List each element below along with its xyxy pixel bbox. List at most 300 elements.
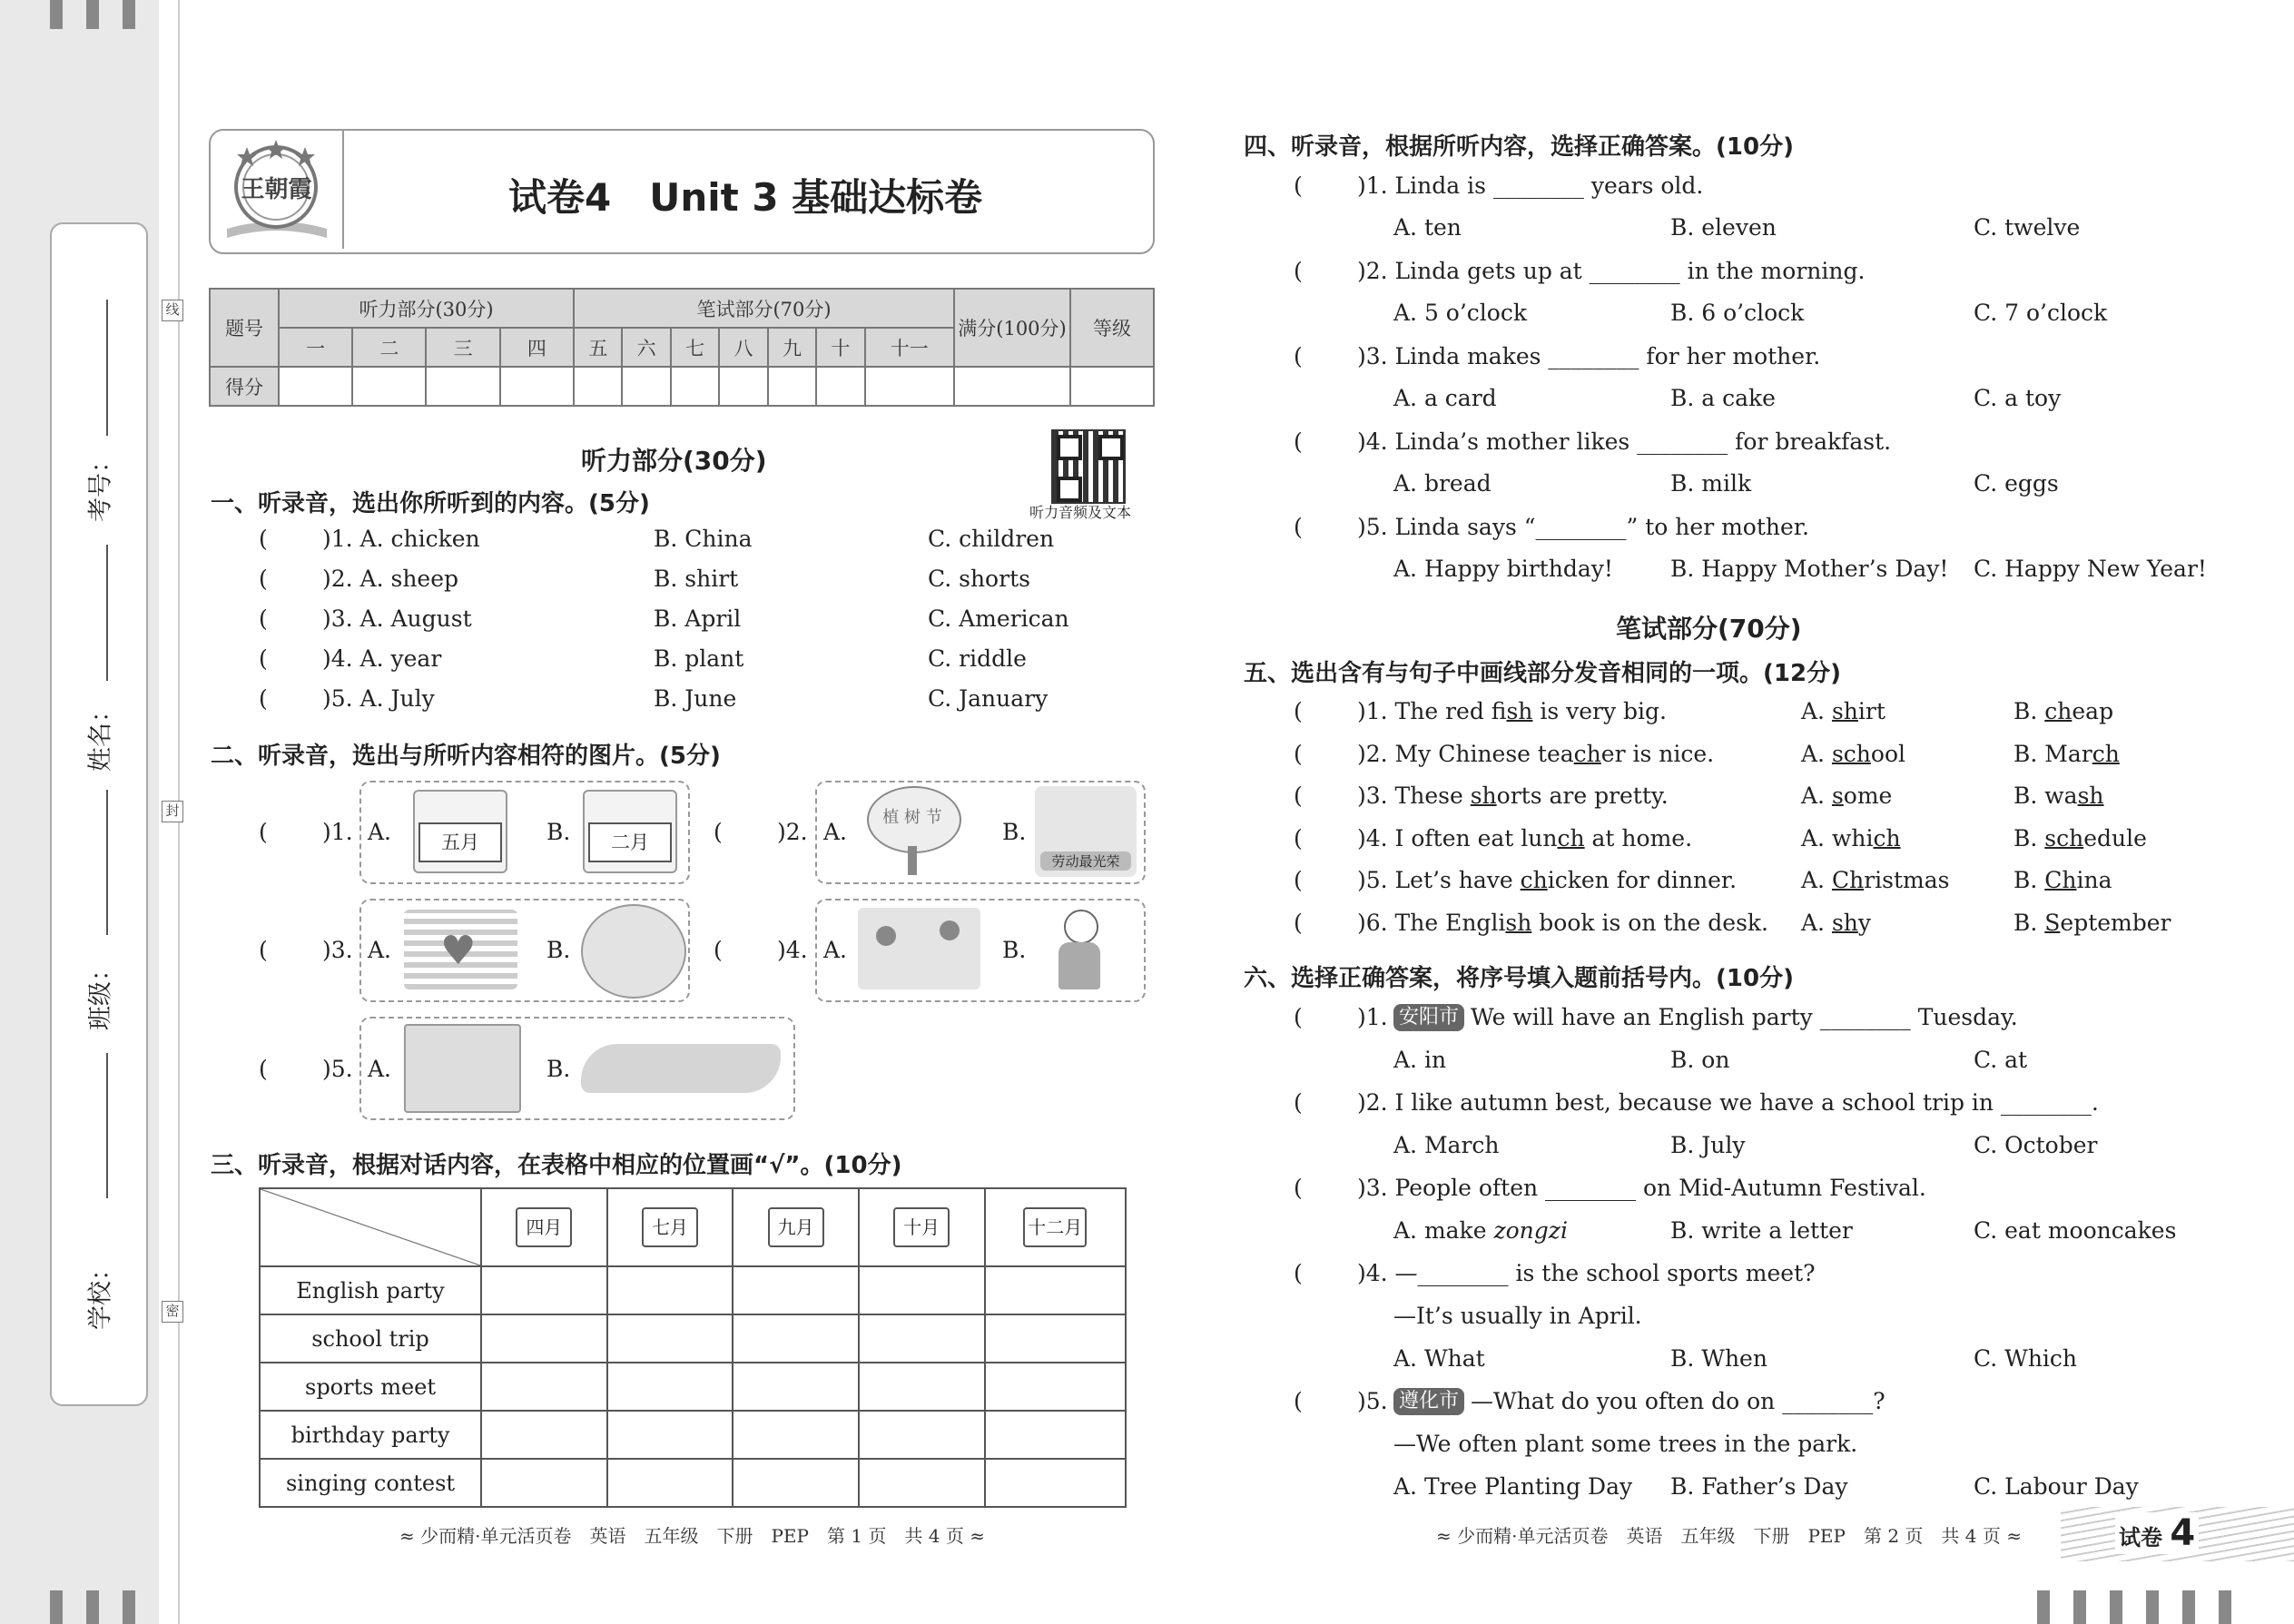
score-input-cell[interactable] — [426, 367, 499, 406]
part4-option-c: C. a toy — [1974, 385, 2062, 411]
sentence-text: )6. The Engli — [1357, 909, 1506, 936]
listening-heading: 听力部分(30分) — [581, 446, 767, 476]
part4-question: )3. Linda makes ________ for her mother. — [1357, 343, 1821, 369]
sentence-text: )1. The red f — [1357, 698, 1507, 724]
registration-mark — [50, 0, 63, 29]
part5-sentence — [1357, 698, 1667, 724]
sentence-text: B. wa — [2013, 782, 2078, 809]
underlined-sound: ch — [1520, 867, 1548, 893]
part5-option-b — [2013, 910, 2171, 936]
part6-q3-c: C. eat mooncakes — [1974, 1217, 2177, 1244]
registration-mark — [86, 1590, 99, 1624]
answer-paren: ( — [1294, 1260, 1303, 1286]
school-line — [106, 1053, 108, 1198]
sentence-text: )4. I often eat lun — [1357, 824, 1558, 851]
grid-check-cell[interactable] — [481, 1459, 607, 1507]
grid-check-cell[interactable] — [481, 1411, 607, 1459]
score-input-cell[interactable] — [816, 367, 864, 406]
answer-paren: ( — [1294, 1388, 1303, 1414]
part1-q5-c: C. January — [928, 685, 1049, 712]
underlined-sound: ch — [2092, 740, 2120, 767]
part1-q-paren: ( — [259, 685, 268, 712]
part2-q2: )2. — [777, 819, 808, 845]
sentence-text: A. whi — [1801, 824, 1874, 851]
grid-check-cell[interactable] — [607, 1266, 733, 1314]
grid-check-cell[interactable] — [985, 1363, 1127, 1411]
grid-check-cell[interactable] — [859, 1411, 985, 1459]
sentence-text: A. — [1801, 782, 1832, 809]
exam-number-label: 考号： — [86, 448, 115, 522]
part4-option-a: A. bread — [1393, 470, 1492, 497]
sentence-text: B. — [2013, 867, 2045, 893]
grid-check-cell[interactable] — [733, 1363, 859, 1411]
part5-option-a — [1801, 910, 1871, 936]
part6-title: 六、选择正确答案，将序号填入题前括号内。(10分) — [1244, 965, 1794, 992]
dragon-boat-icon[interactable] — [581, 1044, 781, 1093]
sentence-text: )5. Let’s have — [1357, 867, 1521, 893]
part5-option-a — [1801, 741, 1905, 767]
sentence-text: irt — [1857, 698, 1885, 724]
score-input-cell[interactable] — [865, 367, 954, 406]
score-input-cell[interactable] — [671, 367, 719, 406]
school-label: 学校： — [86, 1256, 115, 1330]
logo-text: 王朝霞 — [241, 176, 312, 203]
part1-q4: )4. A. year — [322, 645, 442, 672]
calendar-september: 九月 — [768, 1207, 824, 1247]
option-italic-text: zongzi — [1493, 1217, 1568, 1244]
score-num-cell: 九 — [768, 328, 816, 367]
underlined-sound: Ch — [2044, 867, 2077, 893]
underlined-sound: ch — [1873, 824, 1901, 851]
part5-sentence — [1357, 867, 1737, 893]
answer-paren: ( — [1294, 740, 1303, 767]
part2-q3: )3. — [322, 937, 353, 963]
score-header-cell: 笔试部分(70分) — [574, 289, 954, 328]
score-input-cell[interactable] — [622, 367, 670, 406]
sentence-text: book is on the desk. — [1531, 909, 1768, 936]
grid-corner-cell — [260, 1188, 481, 1266]
answer-paren: ( — [1294, 428, 1303, 455]
grid-check-cell[interactable] — [733, 1266, 859, 1314]
sentence-text: B. — [2013, 824, 2045, 851]
grid-check-cell[interactable] — [985, 1266, 1127, 1314]
class-line — [106, 790, 108, 935]
score-header-cell: 满分(100分) — [954, 289, 1070, 367]
part1-q4-b: B. plant — [654, 645, 744, 672]
part2-q4: )4. — [777, 937, 808, 963]
calendar-feb-icon[interactable] — [583, 790, 677, 873]
underlined-sound: s — [1831, 782, 1844, 809]
part1-q3: )3. A. August — [322, 605, 472, 632]
score-input-cell[interactable] — [279, 367, 352, 406]
part4-question: )2. Linda gets up at ________ in the morning. — [1357, 258, 1866, 284]
part4-option-a: A. 5 o’clock — [1393, 300, 1527, 326]
paper-tag-label — [2115, 1512, 2199, 1554]
part6-q4-c: C. Which — [1974, 1345, 2078, 1372]
score-num-cell: 八 — [719, 328, 767, 367]
answer-paren: ( — [1294, 1175, 1303, 1201]
part5-option-b — [2013, 825, 2147, 851]
sentence-text: y — [1857, 909, 1872, 936]
option-b-label: B. — [546, 1056, 571, 1082]
score-num-cell: 三 — [426, 328, 499, 367]
grid-check-cell[interactable] — [481, 1266, 607, 1314]
part4-option-c: C. eggs — [1974, 470, 2059, 497]
answer-paren: ( — [1294, 698, 1303, 724]
underlined-sound: S — [2044, 909, 2061, 936]
score-num-cell: 四 — [500, 328, 574, 367]
sentence-text: ina — [2076, 867, 2112, 893]
part1-q2-c: C. shorts — [928, 566, 1030, 592]
underlined-sound: sh — [1505, 909, 1532, 936]
part3-title: 三、听录音，根据对话内容，在表格中相应的位置画“√”。(10分) — [211, 1152, 902, 1179]
part5-option-b — [2013, 698, 2113, 724]
option-b-label: B. — [1002, 819, 1027, 845]
paper-tag-text: 试卷 — [2119, 1525, 2162, 1550]
part4-option-c: C. Happy New Year! — [1974, 556, 2207, 582]
grid-check-cell[interactable] — [607, 1314, 733, 1363]
part2-title: 二、听录音，选出与所听内容相符的图片。(5分) — [211, 743, 721, 770]
sentence-text: eptember — [2060, 909, 2171, 936]
tree-planting-icon[interactable] — [862, 786, 962, 877]
score-header-cell: 等级 — [1070, 289, 1154, 367]
grid-check-cell[interactable] — [985, 1459, 1127, 1507]
sentence-text: icken for dinner. — [1547, 867, 1738, 893]
answer-paren: ( — [1294, 258, 1303, 284]
region-badge — [1393, 1002, 1464, 1031]
option-a-label: A. — [368, 1056, 392, 1082]
part1-q-paren: ( — [259, 605, 268, 632]
labour-banner-text: 劳动最光荣 — [1040, 851, 1131, 871]
part4-question: )4. Linda’s mother likes ________ for breakfast. — [1357, 428, 1892, 455]
grid-check-cell[interactable] — [985, 1411, 1127, 1459]
sentence-text: )2. My Chinese tea — [1357, 740, 1574, 767]
part1-title: 一、听录音，选出你所听到的内容。(5分) — [211, 490, 650, 517]
grid-check-cell[interactable] — [481, 1314, 607, 1363]
grid-check-cell[interactable] — [859, 1266, 985, 1314]
score-input-cell[interactable] — [352, 367, 426, 406]
part6-q4-a: A. What — [1393, 1345, 1485, 1372]
sentence-text: er is nice. — [1600, 740, 1715, 767]
part5-title: 五、选出含有与句子中画线部分发音相同的一项。(12分) — [1244, 660, 1841, 687]
seal-line-char: 线 — [162, 300, 183, 321]
option-a-label: A. — [368, 937, 392, 963]
score-header-cell: 题号 — [210, 289, 279, 367]
part6-q4-text2: —It’s usually in April. — [1393, 1303, 1642, 1329]
score-num-cell: 十 — [816, 328, 864, 367]
registration-mark — [50, 1590, 63, 1624]
part5-sentence — [1357, 910, 1768, 936]
seal-dense-char: 密 — [162, 1301, 183, 1323]
part6-q3-text: )3. People often ________ on Mid-Autumn Festival. — [1357, 1175, 1926, 1201]
part5-option-b — [2013, 741, 2120, 767]
part4-option-b: B. milk — [1670, 470, 1752, 497]
part6-q5-text2: —We often plant some trees in the park. — [1393, 1431, 1858, 1457]
score-input-cell[interactable] — [768, 367, 816, 406]
part4-option-b: B. 6 o’clock — [1670, 300, 1805, 326]
score-num-cell: 二 — [352, 328, 426, 367]
part2-q1: )1. — [322, 819, 353, 845]
sentence-text: B. — [2013, 909, 2045, 936]
grid-check-cell[interactable] — [859, 1363, 985, 1411]
part6-q1-a: A. in — [1393, 1047, 1447, 1073]
part6-q4-text: )4. —________ is the school sports meet? — [1357, 1260, 1816, 1286]
option-a-label: A. — [823, 937, 848, 963]
underlined-sound: ch — [1557, 824, 1585, 851]
grid-check-cell[interactable] — [985, 1314, 1127, 1363]
part6-q2-a: A. March — [1393, 1132, 1500, 1158]
registration-mark — [123, 0, 135, 29]
tree-sign-text: 植 树 节 — [882, 808, 942, 827]
grid-check-cell[interactable] — [481, 1363, 607, 1411]
grid-check-cell[interactable] — [859, 1459, 985, 1507]
part4-option-b: B. Happy Mother’s Day! — [1670, 556, 1949, 582]
sentence-text: orts are pretty. — [1496, 782, 1669, 809]
part4-option-b: B. eleven — [1670, 214, 1777, 241]
part1-q5: )5. A. July — [322, 685, 435, 712]
part2-paren: ( — [259, 819, 268, 845]
grid-check-cell[interactable] — [607, 1363, 733, 1411]
sentence-text: A. — [1801, 867, 1832, 893]
sentence-text: eap — [2072, 698, 2114, 724]
sentence-text: ristmas — [1864, 867, 1950, 893]
seal-seal-char: 封 — [162, 801, 183, 822]
grid-row-label: birthday party — [260, 1411, 481, 1459]
part1-q3-c: C. American — [928, 605, 1069, 632]
option-b-label: B. — [546, 937, 571, 963]
calendar-text: 二月 — [588, 822, 672, 862]
underlined-sound: sch — [1831, 740, 1871, 767]
registration-mark — [2110, 1590, 2122, 1624]
answer-paren: ( — [1294, 782, 1303, 809]
part1-q4-c: C. riddle — [928, 645, 1027, 672]
answer-paren: ( — [1294, 909, 1303, 936]
calendar-text: 五月 — [418, 822, 502, 862]
underlined-sound: ch — [1573, 740, 1601, 767]
registration-mark — [2219, 1590, 2231, 1624]
mothers-day-heart-icon[interactable]: ♥ — [404, 910, 517, 989]
written-heading: 笔试部分(70分) — [1616, 614, 1802, 644]
region-badge-text: 安阳市 — [1393, 1004, 1464, 1031]
part6-q1-text: We will have an English party ________ Tuesday. — [1471, 1004, 2018, 1030]
part4-option-c: C. twelve — [1974, 214, 2081, 241]
part5-option-a — [1801, 825, 1901, 851]
part2-paren: ( — [714, 937, 723, 963]
part6-q5-b: B. Father’s Day — [1670, 1473, 1848, 1500]
underlined-sound: sh — [2077, 782, 2104, 809]
part6-q5-c: C. Labour Day — [1974, 1473, 2139, 1500]
option-text: A. make — [1393, 1217, 1494, 1244]
answer-paren: ( — [1294, 824, 1303, 851]
answer-paren: ( — [1294, 514, 1303, 540]
part1-q2: )2. A. sheep — [322, 566, 459, 592]
sentence-text: A. — [1801, 909, 1832, 936]
score-num-cell: 七 — [671, 328, 719, 367]
sentence-text: at home. — [1584, 824, 1693, 851]
answer-paren: ( — [1294, 343, 1303, 369]
part1-q-paren: ( — [259, 526, 268, 552]
score-num-cell: 一 — [279, 328, 352, 367]
score-input-cell[interactable] — [719, 367, 767, 406]
answer-paren: ( — [1294, 867, 1303, 893]
part5-option-a — [1801, 867, 1949, 893]
grid-check-cell[interactable] — [733, 1411, 859, 1459]
part6-q1-b: B. on — [1670, 1047, 1730, 1073]
sentence-text: edule — [2083, 824, 2147, 851]
sentence-text: ome — [1843, 782, 1893, 809]
grid-row-label: English party — [260, 1266, 481, 1314]
part6-q3-a — [1393, 1217, 1568, 1244]
part4-option-a: A. a card — [1393, 385, 1497, 411]
grid-row-label: sports meet — [260, 1363, 481, 1411]
sentence-text: A. — [1801, 740, 1832, 767]
part6-q5-num: )5. — [1357, 1388, 1388, 1414]
underlined-sound: ish — [1506, 698, 1533, 724]
part1-q1-c: C. children — [928, 526, 1055, 552]
underlined-sound: sch — [2044, 824, 2084, 851]
part6-q1-c: C. at — [1974, 1047, 2028, 1073]
grid-check-cell[interactable] — [859, 1314, 985, 1363]
score-input-cell[interactable] — [500, 367, 574, 406]
exam-number-line — [106, 300, 108, 436]
part1-q2-b: B. shirt — [654, 566, 739, 592]
part6-q2-c: C. October — [1974, 1132, 2098, 1158]
qr-caption: 听力音频及文本 — [1029, 504, 1132, 521]
part2-paren: ( — [714, 819, 723, 845]
part1-q1-b: B. China — [654, 526, 753, 552]
part5-sentence — [1357, 782, 1669, 809]
option-b-label: B. — [1002, 937, 1027, 963]
grid-month-cell — [733, 1188, 859, 1266]
region-badge — [1393, 1386, 1464, 1415]
part4-option-a: A. ten — [1393, 214, 1462, 241]
sentence-text: is very big. — [1532, 698, 1667, 724]
part6-q3-b: B. write a letter — [1670, 1217, 1853, 1244]
calendar-december: 十二月 — [1023, 1207, 1087, 1247]
option-a-label: A. — [368, 819, 392, 845]
answer-paren: ( — [1294, 1004, 1303, 1030]
sports-race-icon[interactable] — [858, 908, 980, 989]
part6-q4-b: B. When — [1670, 1345, 1767, 1372]
registration-mark — [123, 1590, 135, 1624]
name-label: 姓名： — [86, 698, 115, 772]
grid-month-cell — [607, 1188, 733, 1266]
score-num-cell: 五 — [574, 328, 622, 367]
registration-mark — [86, 0, 99, 29]
score-input-cell[interactable] — [574, 367, 622, 406]
class-label: 班级： — [86, 957, 115, 1030]
grid-month-cell — [859, 1188, 985, 1266]
part2-q5: )5. — [322, 1056, 353, 1082]
grid-check-cell[interactable] — [607, 1411, 733, 1459]
score-input-cell[interactable] — [954, 367, 1070, 406]
answer-paren: ( — [1294, 172, 1303, 199]
registration-mark — [2073, 1590, 2086, 1624]
sentence-text: A. — [1801, 698, 1832, 724]
part4-question: )1. Linda is ________ years old. — [1357, 172, 1704, 199]
part6-q5-a: A. Tree Planting Day — [1393, 1473, 1633, 1500]
part1-q-paren: ( — [259, 566, 268, 592]
sentence-text: )3. These — [1357, 782, 1471, 809]
part6-q2-b: B. July — [1670, 1132, 1746, 1158]
part6-q5-text: —What do you often do on ________? — [1471, 1388, 1885, 1414]
part5-option-b — [2013, 782, 2104, 809]
footer-left: ≈ 少而精·单元活页卷 英语 五年级 下册 PEP 第 1 页 共 4 页 ≈ — [399, 1525, 985, 1547]
underlined-sound: sh — [1831, 698, 1858, 724]
grid-month-cell — [481, 1188, 607, 1266]
part2-paren: ( — [259, 937, 268, 963]
grid-check-cell[interactable] — [733, 1314, 859, 1363]
singing-girl-icon[interactable] — [1044, 904, 1117, 995]
registration-mark — [2037, 1590, 2050, 1624]
stage-concert-icon[interactable] — [404, 1024, 521, 1113]
part4-option-c: C. 7 o’clock — [1974, 300, 2108, 326]
part5-option-a — [1801, 698, 1885, 724]
part4-question: )5. Linda says “________” to her mother. — [1357, 514, 1809, 540]
paper-tag-number: 4 — [2170, 1512, 2196, 1554]
calendar-april: 四月 — [516, 1207, 572, 1247]
answer-paren: ( — [1294, 1089, 1303, 1116]
page-title: 试卷4 Unit 3 基础达标卷 — [508, 175, 983, 220]
part1-q-paren: ( — [259, 645, 268, 672]
grid-check-cell[interactable] — [733, 1459, 859, 1507]
qr-code-icon[interactable] — [1051, 429, 1126, 504]
calendar-may-icon[interactable] — [413, 790, 507, 873]
registration-mark — [2182, 1590, 2195, 1624]
sentence-text: B. — [2013, 698, 2045, 724]
registration-mark — [2146, 1590, 2159, 1624]
grid-check-cell[interactable] — [607, 1459, 733, 1507]
score-input-cell[interactable] — [1070, 367, 1154, 406]
listening-grid-table — [259, 1187, 1127, 1508]
part6-q1-num: )1. — [1357, 1004, 1388, 1030]
underlined-sound: Ch — [1831, 867, 1865, 893]
part1-q1: )1. A. chicken — [322, 526, 480, 552]
score-table — [209, 288, 1155, 407]
grid-row-label: singing contest — [260, 1459, 481, 1507]
score-header-cell: 听力部分(30分) — [279, 289, 574, 328]
part4-option-b: B. a cake — [1670, 385, 1776, 411]
footer-right: ≈ 少而精·单元活页卷 英语 五年级 下册 PEP 第 2 页 共 4 页 ≈ — [1436, 1525, 2022, 1547]
score-num-cell: 六 — [622, 328, 670, 367]
part5-option-a — [1801, 782, 1892, 809]
option-a-label: A. — [823, 819, 848, 845]
grid-month-cell — [985, 1188, 1127, 1266]
student-info-card — [50, 222, 148, 1406]
sentence-text: B. Mar — [2013, 740, 2092, 767]
part4-title: 四、听录音，根据所听内容，选择正确答案。(10分) — [1244, 133, 1794, 161]
name-line — [106, 545, 108, 681]
part4-option-a: A. Happy birthday! — [1393, 556, 1613, 582]
underlined-sound: sh — [1831, 909, 1858, 936]
part2-paren: ( — [259, 1056, 268, 1082]
part1-q3-b: B. April — [654, 605, 742, 632]
part5-option-b — [2013, 867, 2112, 893]
option-b-label: B. — [546, 819, 571, 845]
part6-q2-text: )2. I like autumn best, because we have a school trip in ________. — [1357, 1089, 2099, 1116]
sentence-text: ool — [1870, 740, 1905, 767]
calendar-october: 十月 — [893, 1207, 950, 1247]
logo-badge — [211, 131, 344, 249]
underlined-sound: sh — [1470, 782, 1497, 809]
score-num-cell: 十一 — [865, 328, 954, 367]
score-row-label: 得分 — [210, 367, 279, 406]
part5-sentence — [1357, 741, 1714, 767]
grid-row-label: school trip — [260, 1314, 481, 1363]
mid-autumn-icon[interactable] — [581, 904, 686, 999]
labour-day-icon[interactable] — [1035, 786, 1137, 877]
underlined-sound: ch — [2044, 698, 2072, 724]
